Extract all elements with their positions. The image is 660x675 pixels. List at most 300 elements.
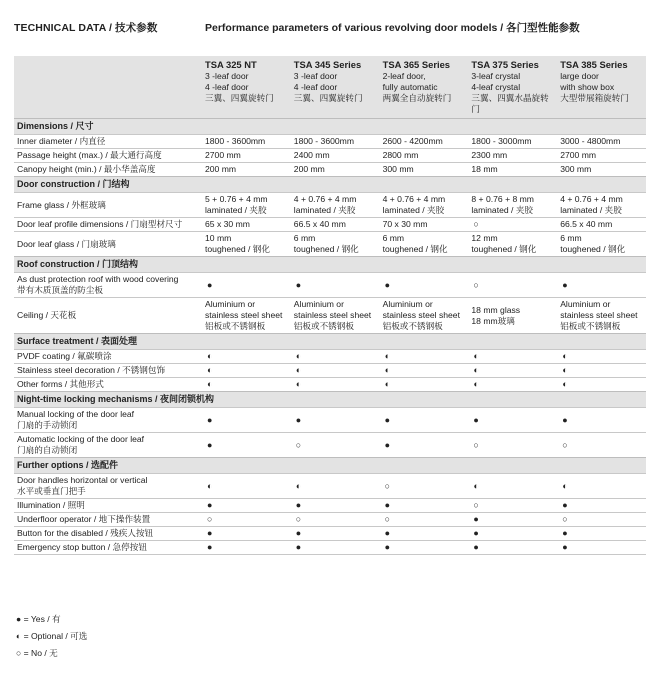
row-label-line: 门扇的手动锁闭 [17, 420, 78, 430]
table-row [14, 232, 646, 257]
model-description: large door [560, 71, 599, 81]
optional-icon: ◐ [562, 365, 568, 375]
value-cell [291, 273, 380, 298]
value-cell [468, 135, 557, 149]
value-cell [380, 499, 469, 513]
value-text: toughened / 钢化 [382, 244, 448, 254]
value-cell [380, 541, 469, 555]
value-cell [380, 474, 469, 499]
value-cell [380, 527, 469, 541]
row-label [14, 273, 202, 298]
yes-icon: ● [562, 528, 568, 538]
value-text: 4 + 0.76 + 4 mm [293, 194, 357, 204]
yes-icon: ● [384, 500, 391, 510]
legend-text: = No / 无 [21, 648, 58, 658]
value-cell [468, 350, 557, 364]
row-label [14, 364, 202, 378]
section-title: Door construction / 门结构 [14, 177, 646, 193]
no-icon: ○ [562, 439, 568, 450]
value-cell [202, 273, 291, 298]
value-cell [557, 273, 646, 298]
value-text: 2800 mm [382, 150, 419, 160]
yes-icon: ● [562, 279, 568, 290]
value-cell [202, 541, 291, 555]
value-text: 2600 - 4200mm [382, 136, 443, 146]
yes-icon: ● [384, 439, 391, 450]
value-text: 4 + 0.76 + 4 mm [560, 194, 623, 204]
value-text: 2400 mm [293, 150, 330, 160]
row-label-line: Underfloor operator / 地下操作装置 [17, 514, 151, 524]
section-header-row [14, 119, 646, 135]
optional-icon: ◐ [207, 365, 213, 375]
yes-icon: ● [295, 528, 302, 538]
table-row [14, 408, 646, 433]
table-row [14, 193, 646, 218]
value-text: 4 + 0.76 + 4 mm [382, 194, 446, 204]
value-text: 65 x 30 mm [205, 219, 250, 229]
value-text: 铝板或不锈钢板 [293, 321, 354, 331]
value-cell [380, 218, 469, 232]
model-description: 3-leaf crystal [471, 71, 521, 81]
row-label-line: 门扇的自动锁闭 [17, 445, 78, 455]
model-description: 三翼、四翼旋转门 [205, 93, 274, 103]
value-text: 1800 - 3000mm [471, 136, 532, 146]
model-name: TSA 365 Series [382, 59, 450, 70]
value-cell [291, 474, 380, 499]
value-cell [380, 163, 469, 177]
table-row [14, 527, 646, 541]
no-icon: ○ [473, 219, 479, 229]
value-cell [380, 433, 469, 458]
value-cell [468, 193, 557, 218]
row-label-line: Illumination / 照明 [17, 500, 85, 510]
value-cell [380, 298, 469, 334]
yes-icon: ● [562, 414, 568, 425]
value-cell [202, 232, 291, 257]
no-icon: ○ [384, 514, 391, 524]
table-row [14, 218, 646, 232]
value-cell [468, 149, 557, 163]
value-cell [557, 298, 646, 334]
value-cell [468, 433, 557, 458]
row-label-line: 水平或垂直门把手 [17, 486, 86, 496]
row-label [14, 513, 202, 527]
legend-item [16, 630, 87, 642]
section-header-row [14, 257, 646, 273]
table-row [14, 364, 646, 378]
no-icon: ○ [473, 439, 479, 450]
model-description: 三翼、四翼水晶旋转门 [471, 93, 549, 114]
value-text: laminated / 夹胶 [205, 205, 267, 215]
section-title: Roof construction / 门顶结构 [14, 257, 646, 273]
value-cell [380, 232, 469, 257]
value-cell [380, 364, 469, 378]
optional-icon: ◐ [473, 365, 479, 375]
value-text: stainless steel sheet [205, 310, 283, 320]
value-cell [468, 232, 557, 257]
table-row [14, 474, 646, 499]
value-cell [557, 232, 646, 257]
value-text: stainless steel sheet [293, 310, 372, 320]
yes-icon: ● [295, 414, 302, 425]
value-text: 1800 - 3600mm [205, 136, 266, 146]
value-cell [557, 364, 646, 378]
value-cell [291, 135, 380, 149]
table-row [14, 149, 646, 163]
optional-icon: ◐ [16, 631, 22, 641]
optional-icon: ◐ [384, 351, 391, 361]
value-cell [557, 474, 646, 499]
yes-icon: ● [384, 528, 391, 538]
section-header-row [14, 392, 646, 408]
legend-item [16, 613, 61, 625]
table-row [14, 298, 646, 334]
value-text: 6 mm [382, 233, 405, 243]
technical-data-title: TECHNICAL DATA / 技术参数 [14, 22, 158, 34]
value-cell [202, 474, 291, 499]
value-text: 1800 - 3600mm [293, 136, 354, 146]
value-text: 3000 - 4800mm [560, 136, 621, 146]
legend-text: = Optional / 可选 [21, 631, 88, 641]
section-title: Night-time locking mechanisms / 夜间闭锁机构 [14, 392, 646, 408]
yes-icon: ● [384, 414, 391, 425]
optional-icon: ◐ [295, 379, 302, 389]
model-description: 4-leaf crystal [471, 82, 521, 92]
table-row [14, 499, 646, 513]
model-description: 3 -leaf door [293, 71, 338, 81]
value-text: toughened / 钢化 [205, 244, 270, 254]
row-label-line: Frame glass / 外框玻璃 [17, 199, 106, 210]
yes-icon: ● [207, 500, 213, 510]
header-blank-cell [14, 56, 202, 119]
section-title: Dimensions / 尺寸 [14, 119, 646, 135]
value-cell [557, 433, 646, 458]
value-text: stainless steel sheet [560, 310, 638, 320]
value-cell [557, 527, 646, 541]
value-cell [202, 364, 291, 378]
model-column-header [202, 56, 291, 119]
value-text: 18 mm玻璃 [471, 315, 515, 326]
model-name: TSA 345 Series [293, 59, 362, 70]
value-cell [380, 149, 469, 163]
value-text: 6 mm [293, 233, 316, 243]
value-cell [202, 513, 291, 527]
value-cell [468, 163, 557, 177]
yes-icon: ● [562, 500, 568, 510]
value-text: 5 + 0.76 + 4 mm [205, 194, 268, 204]
row-label-line: Other forms / 其他形式 [17, 379, 104, 389]
optional-icon: ◐ [207, 351, 213, 361]
model-column-header [468, 56, 557, 119]
value-text: 2300 mm [471, 150, 508, 160]
yes-icon: ● [295, 279, 302, 290]
model-column-header [380, 56, 469, 119]
value-cell [468, 474, 557, 499]
value-cell [202, 163, 291, 177]
optional-icon: ◐ [473, 379, 479, 389]
row-label [14, 541, 202, 555]
model-description: 4 -leaf door [205, 82, 249, 92]
value-text: laminated / 夹胶 [560, 205, 622, 215]
row-label-line: Canopy height (min.) / 最小华盖高度 [17, 164, 156, 174]
row-label [14, 135, 202, 149]
row-label-line: Inner diameter / 内直径 [17, 136, 106, 146]
value-cell [202, 433, 291, 458]
value-text: 铝板或不锈钢板 [560, 321, 621, 331]
value-cell [291, 149, 380, 163]
value-cell [557, 350, 646, 364]
value-text: Aluminium or [205, 299, 256, 309]
value-cell [291, 378, 380, 392]
value-cell [468, 513, 557, 527]
yes-icon: ● [473, 514, 479, 524]
value-text: 2700 mm [205, 150, 241, 160]
value-cell [468, 378, 557, 392]
model-name: TSA 375 Series [471, 59, 539, 70]
optional-icon: ◐ [562, 480, 568, 491]
value-cell [468, 541, 557, 555]
value-cell [202, 149, 291, 163]
row-label-line: Ceiling / 天花板 [17, 310, 77, 320]
optional-icon: ◐ [384, 379, 391, 389]
value-cell [202, 378, 291, 392]
performance-parameters-title: Performance parameters of various revolving door models / 各门型性能参数 [205, 22, 580, 34]
value-cell [291, 433, 380, 458]
optional-icon: ◐ [295, 365, 302, 375]
value-text: stainless steel sheet [382, 310, 460, 320]
value-cell [380, 135, 469, 149]
row-label [14, 378, 202, 392]
value-text: 200 mm [293, 164, 325, 174]
value-cell [291, 193, 380, 218]
value-cell [380, 273, 469, 298]
table-row [14, 135, 646, 149]
value-cell [291, 163, 380, 177]
yes-icon: ● [384, 279, 391, 290]
row-label [14, 499, 202, 513]
optional-icon: ◐ [473, 480, 479, 491]
optional-icon: ◐ [207, 480, 213, 491]
model-header [14, 56, 646, 119]
value-cell [557, 408, 646, 433]
yes-icon: ● [207, 439, 213, 450]
section-header-row [14, 458, 646, 474]
row-label [14, 218, 202, 232]
yes-icon: ● [16, 614, 22, 624]
value-cell [557, 378, 646, 392]
value-cell [291, 364, 380, 378]
table-row [14, 513, 646, 527]
value-cell [291, 232, 380, 257]
table-row [14, 378, 646, 392]
value-cell [291, 298, 380, 334]
value-cell [468, 273, 557, 298]
value-text: toughened / 钢化 [471, 244, 537, 254]
value-text: laminated / 夹胶 [382, 205, 445, 215]
row-label-line: As dust protection roof with wood covering [17, 274, 179, 284]
value-text: 66.5 x 40 mm [293, 219, 346, 229]
yes-icon: ● [295, 542, 302, 552]
yes-icon: ● [207, 542, 213, 552]
spec-table [14, 56, 646, 555]
section-header-row [14, 177, 646, 193]
optional-icon: ◐ [207, 379, 213, 389]
value-cell [468, 298, 557, 334]
value-text: Aluminium or [382, 299, 433, 309]
row-label-line: Stainless steel decoration / 不锈钢包饰 [17, 365, 166, 375]
model-description: 大型带展箱旋转门 [560, 93, 629, 103]
row-label [14, 149, 202, 163]
value-cell [202, 135, 291, 149]
section-title: Surface treatment / 表面处理 [14, 334, 646, 350]
value-text: toughened / 钢化 [293, 244, 359, 254]
value-cell [468, 527, 557, 541]
no-icon: ○ [295, 514, 302, 524]
optional-icon: ◐ [295, 351, 302, 361]
value-cell [557, 541, 646, 555]
value-text: Aluminium or [560, 299, 611, 309]
yes-icon: ● [384, 542, 391, 552]
row-label-line: Passage height (max.) / 最大通行高度 [17, 150, 162, 160]
value-text: 70 x 30 mm [382, 219, 428, 229]
row-label-line: Door leaf glass / 门扇玻璃 [17, 238, 116, 249]
value-text: Aluminium or [293, 299, 344, 309]
yes-icon: ● [473, 542, 479, 552]
yes-icon: ● [473, 528, 479, 538]
yes-icon: ● [207, 414, 213, 425]
value-text: 300 mm [560, 164, 592, 174]
value-cell [557, 149, 646, 163]
value-cell [380, 408, 469, 433]
optional-icon: ◐ [295, 480, 302, 491]
row-label [14, 232, 202, 257]
value-text: 10 mm [205, 233, 232, 243]
row-label [14, 527, 202, 541]
value-cell [291, 218, 380, 232]
no-icon: ○ [562, 514, 568, 524]
row-label-line: Button for the disabled / 残疾人按钮 [17, 528, 154, 538]
value-text: toughened / 钢化 [560, 244, 626, 254]
model-name: TSA 325 NT [205, 59, 257, 70]
value-text: 铝板或不锈钢板 [205, 321, 266, 331]
no-icon: ○ [384, 480, 391, 491]
value-text: 200 mm [205, 164, 237, 174]
row-label-line: Emergency stop button / 急停按钮 [17, 542, 147, 552]
model-description: 4 -leaf door [293, 82, 338, 92]
section-header-row [14, 334, 646, 350]
yes-icon: ● [562, 542, 568, 552]
value-cell [291, 513, 380, 527]
row-label [14, 298, 202, 334]
value-cell [468, 499, 557, 513]
value-cell [557, 193, 646, 218]
value-cell [202, 298, 291, 334]
value-cell [202, 527, 291, 541]
optional-icon: ◐ [562, 351, 568, 361]
row-label-line: Automatic locking of the door leaf [17, 434, 145, 444]
row-label-line: Manual locking of the door leaf [17, 409, 135, 419]
value-cell [557, 163, 646, 177]
value-cell [557, 513, 646, 527]
value-cell [291, 350, 380, 364]
value-cell [291, 408, 380, 433]
no-icon: ○ [473, 500, 479, 510]
value-cell [380, 193, 469, 218]
value-cell [291, 499, 380, 513]
legend-text: = Yes / 有 [21, 614, 61, 624]
model-description: with show box [560, 82, 615, 92]
table-row [14, 541, 646, 555]
value-cell [468, 408, 557, 433]
value-text: 18 mm glass [471, 304, 521, 315]
yes-icon: ● [473, 414, 479, 425]
optional-icon: ◐ [562, 379, 568, 389]
no-icon: ○ [295, 439, 302, 450]
model-column-header [291, 56, 380, 119]
optional-icon: ◐ [384, 365, 391, 375]
value-cell [380, 350, 469, 364]
value-cell [557, 218, 646, 232]
value-text: 铝板或不锈钢板 [382, 321, 443, 331]
section-title: Further options / 选配件 [14, 458, 646, 474]
row-label-line: Door handles horizontal or vertical [17, 475, 148, 485]
value-text: 300 mm [382, 164, 414, 174]
model-description: 3 -leaf door [205, 71, 249, 81]
spec-table-body [14, 119, 646, 555]
row-label [14, 433, 202, 458]
value-cell [202, 499, 291, 513]
value-cell [202, 193, 291, 218]
model-name: TSA 385 Series [560, 59, 628, 70]
no-icon: ○ [16, 648, 22, 658]
value-cell [557, 135, 646, 149]
yes-icon: ● [207, 528, 213, 538]
table-row [14, 273, 646, 298]
value-text: laminated / 夹胶 [293, 205, 356, 215]
value-text: laminated / 夹胶 [471, 205, 534, 215]
value-cell [557, 499, 646, 513]
row-label [14, 350, 202, 364]
no-icon: ○ [207, 514, 213, 524]
row-label [14, 408, 202, 433]
row-label [14, 193, 202, 218]
value-cell [468, 364, 557, 378]
row-label-line: PVDF coating / 氟碳喷涂 [17, 351, 112, 361]
row-label [14, 474, 202, 499]
value-cell [380, 378, 469, 392]
model-description: 三翼、四翼旋转门 [293, 93, 363, 103]
value-cell [468, 218, 557, 232]
value-cell [291, 527, 380, 541]
no-icon: ○ [473, 279, 479, 290]
model-description: 两翼全自动旋转门 [382, 93, 452, 103]
optional-icon: ◐ [473, 351, 479, 361]
table-row [14, 433, 646, 458]
model-description: 2-leaf door, [382, 71, 426, 81]
value-cell [202, 218, 291, 232]
value-text: 12 mm [471, 233, 498, 243]
model-column-header [557, 56, 646, 119]
value-cell [291, 541, 380, 555]
model-description: fully automatic [382, 82, 438, 92]
legend-item [16, 647, 58, 659]
row-label-line: Door leaf profile dimensions / 门扇型材尺寸 [17, 219, 183, 229]
row-label [14, 163, 202, 177]
yes-icon: ● [295, 500, 302, 510]
value-text: 8 + 0.76 + 8 mm [471, 194, 534, 204]
value-cell [202, 408, 291, 433]
table-row [14, 163, 646, 177]
